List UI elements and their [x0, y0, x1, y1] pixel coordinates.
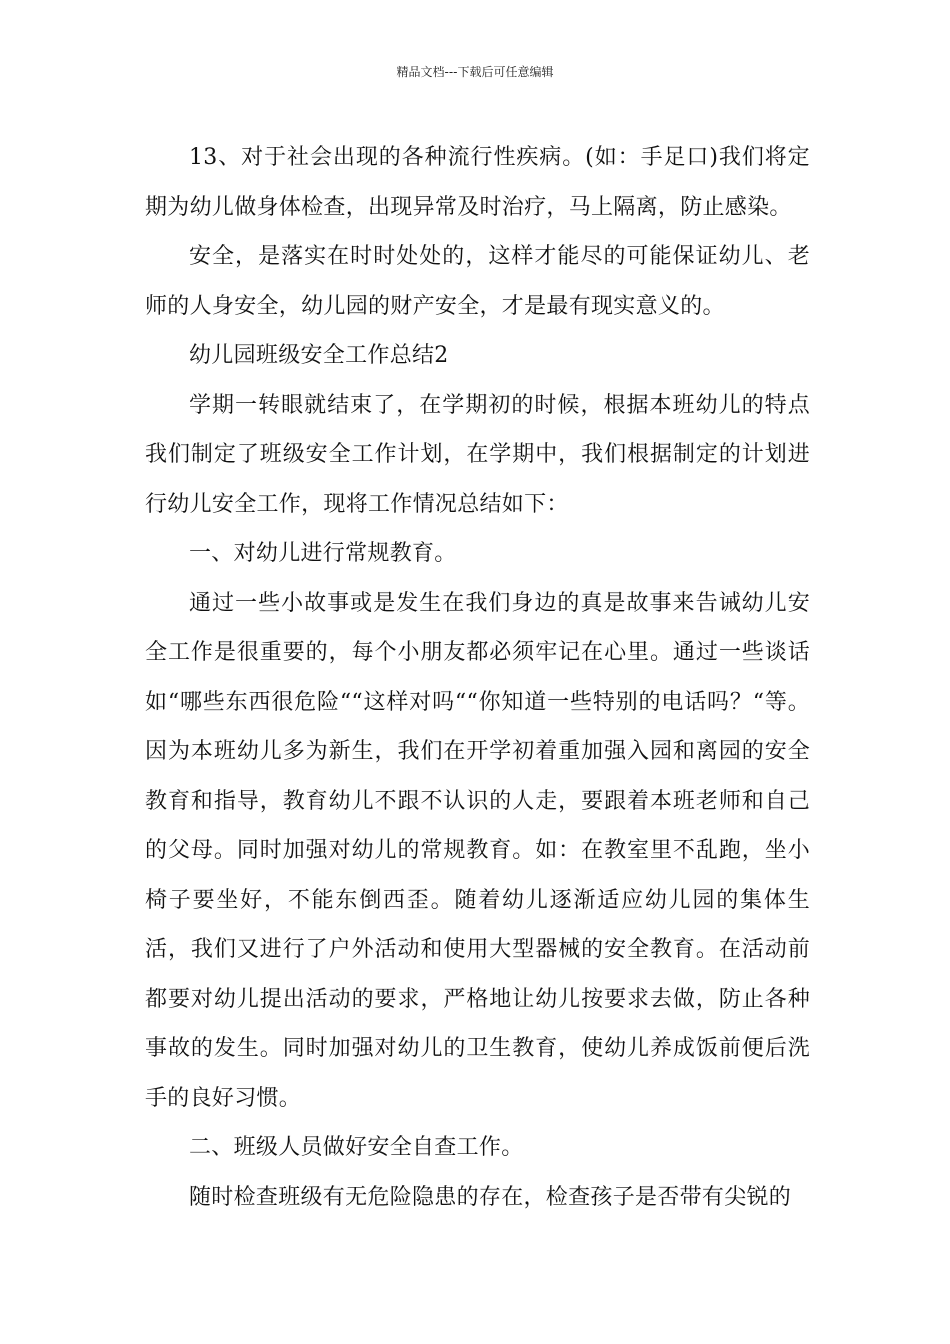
- section-heading-1: 一、对幼儿进行常规教育。: [189, 541, 457, 566]
- document-body: [145, 133, 810, 1222]
- paragraph-safety-summary: 安全，是落实在时时处处的，这样才能尽的可能保证幼儿、老师的人身安全，幼儿园的财产安全，才是最有现实意义的。: [145, 244, 810, 319]
- section-title: 幼儿园班级安全工作总结2: [189, 343, 449, 368]
- paragraph-intro: 学期一转眼就结束了，在学期初的时候，根据本班幼儿的特点我们制定了班级安全工作计划，在学期中，我们根据制定的计划进行幼儿安全工作，现将工作情况总结如下：: [145, 392, 810, 517]
- paragraph-self-check: 随时检查班级有无危险隐患的存在，检查孩子是否带有尖锐的: [189, 1184, 792, 1210]
- page-header: 精品文档---下载后可任意编辑: [396, 65, 554, 79]
- section-heading-2: 二、班级人员做好安全自查工作。: [189, 1135, 524, 1160]
- paragraph-routine-education: 通过一些小故事或是发生在我们身边的真是故事来告诫幼儿安全工作是很重要的，每个小朋友都必须牢记在心里。通过一些谈话如“哪些东西很危险““这样对吗““你知道一些特别的电话吗？“等。因为本班幼儿多为新生，我们在开学初着重加强入园和离园的安全教育和指导，教育幼儿不跟不认识的人走，要跟着本班老师和自己的父母。同时加强对幼儿的常规教育。如：在教室里不乱跑，坐小椅子要坐好，不能东倒西歪。随着幼儿逐渐适应幼儿园的集体生活，我们又进行了户外活动和使用大型器械的安全教育。在活动前都要对幼儿提出活动的要求，严格地让幼儿按要求去做，防止各种事故的发生。同时加强对幼儿的卫生教育，使幼儿养成饭前便后洗手的良好习惯。: [145, 590, 810, 1111]
- paragraph-item-13: 13、对于社会出现的各种流行性疾病。(如：手足口)我们将定期为幼儿做身体检查，出现异常及时治疗，马上隔离，防止感染。: [145, 145, 810, 220]
